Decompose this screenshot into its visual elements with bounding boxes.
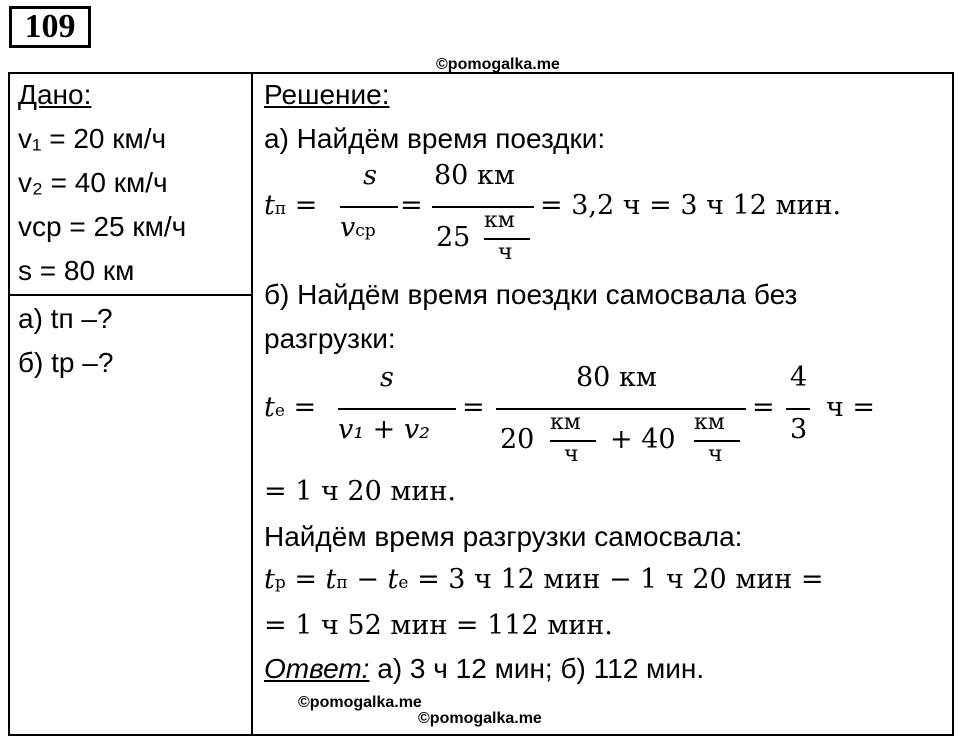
given-title: Дано: <box>18 79 92 110</box>
part-b-text-2: разгрузки: <box>264 323 396 354</box>
find-a: а) tп –? <box>18 303 113 334</box>
watermark-mid: ©pomogalka.me <box>298 694 422 711</box>
problem-number: 109 <box>9 6 91 48</box>
part-c-text: Найдём время разгрузки самосвала: <box>264 521 743 552</box>
watermark-top: ©pomogalka.me <box>436 56 560 73</box>
column-divider <box>251 72 253 736</box>
answer-label: Ответ: <box>264 653 370 684</box>
given-v1: v₁ = 20 км/ч <box>18 123 167 154</box>
given-divider <box>8 294 253 296</box>
given-v2: v₂ = 40 км/ч <box>18 167 168 198</box>
solution-title: Решение: <box>264 79 390 110</box>
given-vcp: vср = 25 км/ч <box>18 211 187 242</box>
part-a-text: а) Найдём время поездки: <box>264 123 606 154</box>
part-b-text-1: б) Найдём время поездки самосвала без <box>264 279 798 310</box>
given-s: s = 80 км <box>18 255 135 286</box>
answer-text: а) 3 ч 12 мин; б) 112 мин. <box>377 653 705 684</box>
answer <box>264 652 704 686</box>
find-b: б) tр –? <box>18 347 114 378</box>
watermark-bottom: ©pomogalka.me <box>418 710 542 727</box>
